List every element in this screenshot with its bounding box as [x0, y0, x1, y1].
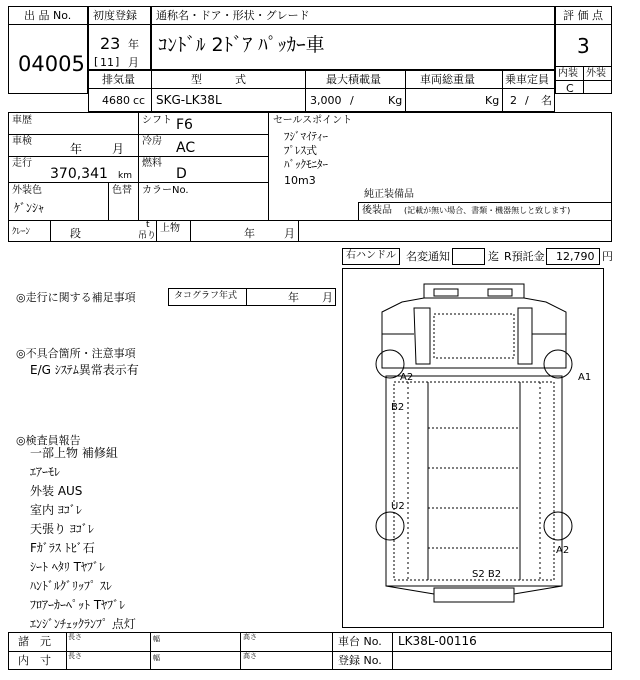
shift-value: F6: [176, 117, 193, 133]
chassis-number: LK38L-00116: [398, 634, 477, 648]
tachograph-label: タコグラフ年式: [174, 291, 238, 301]
inspector-line: 一部上物 補修組: [30, 446, 118, 460]
inspection-month-unit: 月: [112, 142, 125, 156]
mileage-unit: km: [118, 171, 132, 181]
shift-label: シフト: [142, 115, 172, 126]
height-label: 高さ: [243, 633, 257, 641]
reg-month: 11: [100, 56, 114, 69]
dims-label: 諸 元: [18, 635, 51, 648]
max-load-label: 最大積載量: [326, 73, 381, 86]
color-no-label: カラーNo.: [142, 185, 189, 196]
color-code-label: 色替: [112, 185, 132, 196]
history-label: 車歴: [12, 115, 32, 126]
inspector-line: ｼｰﾄ ﾍﾀﾘ Tﾔﾌﾞﾚ: [30, 560, 105, 574]
height-label-2: 高さ: [243, 652, 257, 660]
width-label: 幅: [153, 635, 160, 643]
damage-mark-s2-b2: S2 B2: [472, 569, 502, 580]
capacity-unit: 名: [541, 94, 552, 107]
deadline-label: 迄: [488, 250, 499, 263]
displacement-label: 排気量: [102, 73, 135, 86]
ac-value: AC: [176, 140, 196, 156]
auction-sheet: 出 品 No. 04005 初度登録 23 年 [ 11 ] 月 通称名・ドア・形状・グレード ｺﾝﾄﾞﾙ 2ﾄﾞｱ ﾊﾟｯｶｰ車 評 価 点 3 内装 外装 C 排気量 型 式 最大積載量 車両総重量 乗車定員 4680 cc SKG-LK38L 3,000 / Kg Kg 2 / 名 車歴 シフト F6 セールスポイント 車検 年 月 冷房 AC 走行 370,341 km 燃料 D ﾌｼﾞﾏｲﾃｨｰ ﾌﾟﾚｽ式 ﾊﾞｯｸﾓﾆﾀｰ 10m3 外装色 ｹﾞﾝｼｬ 色替 カラーNo. 純正装備品 後装品 (記載が無い場合、書類・機器無しと致します) ｸﾚｰﾝ 段 t 吊り 上物 年 月 右ハンドル 名変通知 迄 R預託金 12,790 円 ◎走行に関する補足事項 タコグラフ年式 年 月 ◎不具合箇所・注意事項 E/G ｼｽﾃﾑ異常表示有 ◎検査員報告 一部上物 補修組 ｴｱｰﾓﾚ 外装 AUS 室内 ﾖｺﾞﾚ 天張り ﾖｺﾞﾚ Fｶﾞﾗｽ ﾄﾋﾞ石 ｼｰﾄ ﾍﾀﾘ Tﾔﾌﾞﾚ ﾊﾝﾄﾞﾙｸﾞﾘｯﾌﾟ ｽﾚ ﾌﾛｱｰｶｰﾍﾟｯﾄ Tﾔﾌﾞﾚ ｴﾝｼﾞﾝﾁｪｯｸﾗﾝﾌﾟ 点灯 A2 A1 B2 U2 A2 S2 B2 諸 元 内 寸 長さ 幅 高さ 長さ 幅 高さ 車台 No. LK38L-00116 登録 No.: [8, 6, 608, 676]
mileage-label: 走行: [12, 158, 32, 169]
gross-weight-kg: Kg: [485, 94, 500, 107]
gross-weight-label: 車両総重量: [420, 73, 475, 86]
defect-title: ◎不具合箇所・注意事項: [16, 347, 136, 360]
inspector-line: ﾌﾛｱｰｶｰﾍﾟｯﾄ Tﾔﾌﾞﾚ: [30, 598, 126, 612]
rhd-label: 右ハンドル: [346, 250, 396, 261]
capacity: 2: [510, 94, 517, 107]
reg-label: 初度登録: [93, 9, 137, 22]
aftermarket-note: (記載が無い場合、書類・機器無しと致します): [404, 206, 571, 215]
damage-mark-a2-left: A2: [400, 372, 414, 383]
name-label: 通称名・ドア・形状・グレード: [156, 9, 310, 22]
lot-label: 出 品 No.: [24, 9, 72, 22]
r-deposit-label: R預託金: [504, 250, 545, 263]
fuel-label: 燃料: [142, 158, 162, 169]
max-load-slash: /: [350, 94, 354, 107]
crane-label: ｸﾚｰﾝ: [12, 227, 31, 237]
genuine-equipment-label: 純正装備品: [364, 189, 414, 200]
length-label-2: 長さ: [68, 652, 82, 660]
reg-year: 23: [100, 34, 121, 53]
capacity-label: 乗車定員: [505, 73, 549, 86]
crane-stage-unit: 段: [70, 227, 81, 240]
inspector-line: ｴｱｰﾓﾚ: [30, 465, 61, 479]
tachograph-year-unit: 年: [288, 291, 299, 304]
max-load-kg: Kg: [388, 94, 403, 107]
inspector-line: 天張り ﾖｺﾞﾚ: [30, 522, 94, 536]
score-label: 評 価 点: [563, 9, 603, 22]
max-load: 3,000: [310, 94, 342, 107]
car-name: ｺﾝﾄﾞﾙ 2ﾄﾞｱ ﾊﾟｯｶｰ車: [158, 34, 325, 56]
inspector-report: [30, 444, 136, 634]
color-label: 外装色: [12, 185, 42, 196]
chassis-label: 車台 No.: [338, 635, 382, 648]
mileage: 370,341: [50, 166, 108, 182]
crane-lift-unit: 吊り: [138, 231, 157, 241]
damage-mark-u2: U2: [391, 501, 405, 512]
r-deposit-value: 12,790: [556, 250, 595, 263]
inspector-line: Fｶﾞﾗｽ ﾄﾋﾞ石: [30, 541, 95, 555]
lot-number: 04005: [18, 52, 85, 76]
interior-label: 内装: [558, 68, 578, 79]
sales-point-1: ﾌｼﾞﾏｲﾃｨｰ: [284, 130, 328, 143]
reg-year-unit: 年: [128, 38, 139, 51]
displacement: 4680: [102, 94, 130, 107]
exterior-label: 外装: [586, 68, 606, 79]
fuel-value: D: [176, 166, 187, 182]
model: SKG-LK38L: [156, 93, 222, 107]
inspection-year-unit: 年: [70, 142, 83, 156]
tachograph-month-unit: 月: [322, 291, 333, 304]
capacity-slash: /: [525, 94, 529, 107]
displacement-unit: cc: [133, 94, 146, 107]
driving-notes-title: ◎走行に関する補足事項: [16, 291, 136, 304]
reg-month-unit: 月: [128, 56, 139, 69]
inspector-title: ◎検査員報告: [16, 434, 81, 447]
yen-unit: 円: [602, 250, 613, 263]
sales-point-2: ﾌﾟﾚｽ式: [284, 144, 317, 157]
upper-year-unit: 年: [244, 227, 255, 240]
interior-score: C: [566, 82, 574, 95]
crane-t-unit: t: [146, 220, 150, 230]
inspector-line: 室内 ﾖｺﾞﾚ: [30, 503, 82, 517]
damage-mark-a1: A1: [578, 372, 592, 383]
ac-label: 冷房: [142, 136, 162, 147]
damage-mark-a2-right: A2: [556, 545, 570, 556]
reg-no-label: 登録 No.: [338, 654, 382, 667]
inspector-line: ｴﾝｼﾞﾝﾁｪｯｸﾗﾝﾌﾟ 点灯: [30, 617, 136, 631]
upper-month-unit: 月: [284, 227, 295, 240]
length-label: 長さ: [68, 633, 82, 641]
sales-point-4: 10m3: [284, 174, 316, 187]
score-value: 3: [577, 34, 590, 58]
name-change-box: [452, 248, 485, 265]
width-label-2: 幅: [153, 654, 160, 662]
sales-point-3: ﾊﾞｯｸﾓﾆﾀｰ: [284, 158, 328, 171]
name-change-label: 名変通知: [406, 250, 450, 263]
sales-point-label: セールスポイント: [273, 115, 353, 126]
inspection-label: 車検: [12, 136, 32, 147]
inspector-line: 外装 AUS: [30, 484, 83, 498]
damage-mark-b2: B2: [391, 402, 405, 413]
color-value: ｹﾞﾝｼｬ: [14, 201, 45, 215]
defect-line-1: E/G ｼｽﾃﾑ異常表示有: [30, 363, 139, 377]
model-label: 型 式: [191, 73, 246, 86]
aftermarket-label: 後装品: [362, 205, 392, 216]
upper-label: 上物: [160, 223, 180, 234]
interior-dims-label: 内 寸: [18, 654, 51, 667]
inspector-line: ﾊﾝﾄﾞﾙｸﾞﾘｯﾌﾟ ｽﾚ: [30, 579, 112, 593]
